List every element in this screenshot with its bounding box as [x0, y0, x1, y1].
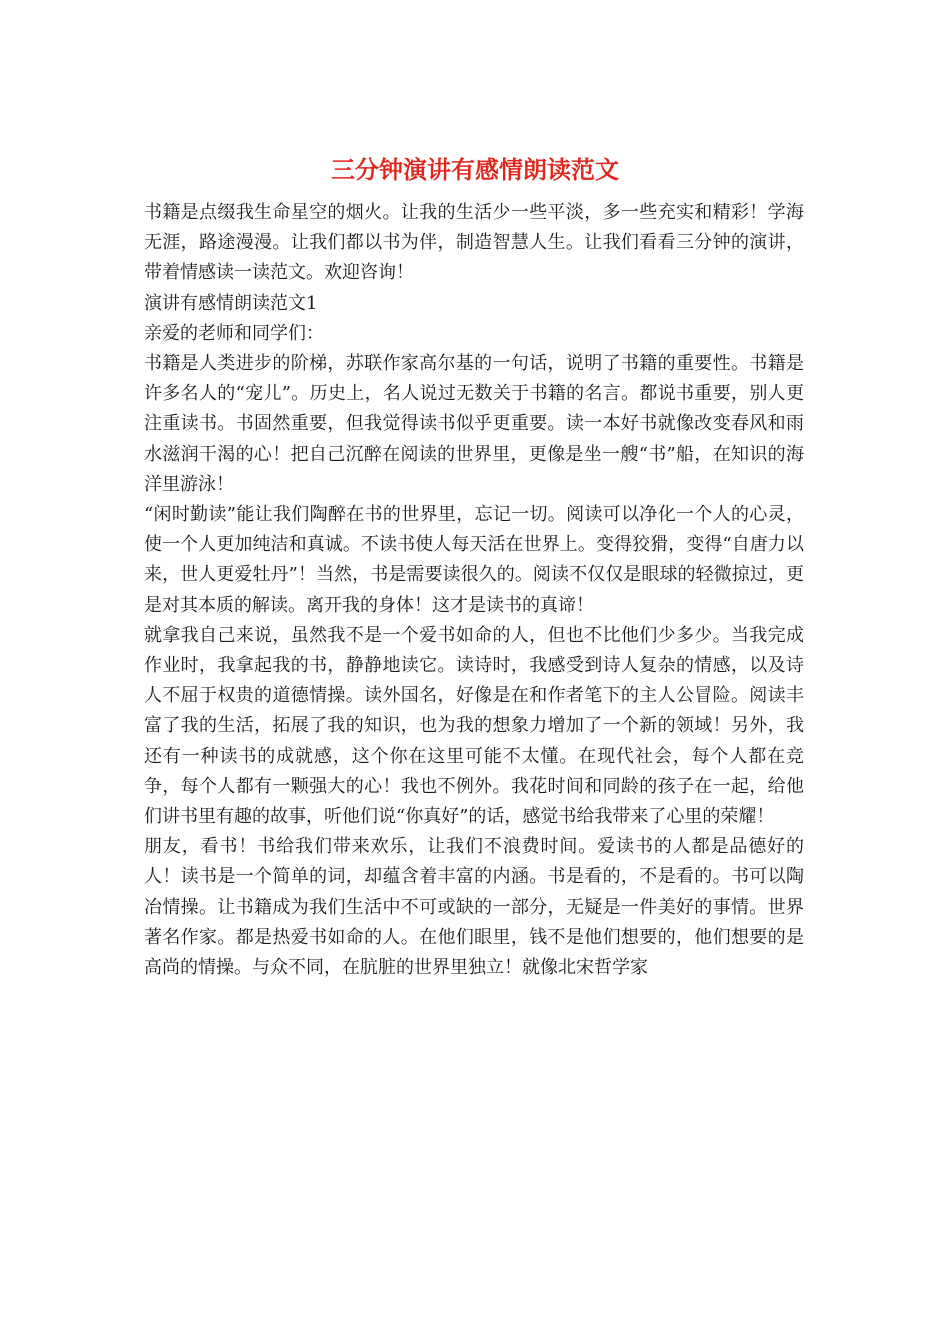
paragraph: 书籍是人类进步的阶梯，苏联作家高尔基的一句话，说明了书籍的重要性。书籍是许多名人的“宠儿”。历史上，名人说过无数关于书籍的名言。都说书重要，别人更注重读书。书固然重要，但我觉得读书似乎更重要。读一本好书就像改变春风和雨水滋润干渴的心！把自己沉醉在阅读的世界里，更像是坐一艘“书”船，在知识的海洋里游泳！ — [144, 353, 804, 495]
paragraph-intro: 书籍是点缀我生命星空的烟火。让我的生活少一些平淡，多一些充实和精彩！学海无涯，路途漫漫。让我们都以书为伴，制造智慧人生。让我们看看三分钟的演讲，带着情感读一读范文。欢迎咨询！ — [144, 202, 804, 284]
paragraph: 朋友，看书！书给我们带来欢乐，让我们不浪费时间。爱读书的人都是品德好的人！读书是一个简单的词，却蕴含着丰富的内涵。书是看的，不是看的。书可以陶冶情操。让书籍成为我们生活中不可或缺的一部分，无疑是一件美好的事情。世界著名作家。都是热爱书如命的人。在他们眼里，钱不是他们想要的，他们想要的是高尚的情操。与众不同，在肮脏的世界里独立！就像北宋哲学家 — [144, 836, 804, 979]
document-body — [144, 198, 804, 983]
document-title: 三分钟演讲有感情朗读范文 — [331, 155, 619, 184]
section-heading: 演讲有感情朗读范文1 — [144, 292, 318, 314]
paragraph: 就拿我自己来说，虽然我不是一个爱书如命的人，但也不比他们少多少。当我完成作业时，我拿起我的书，静静地读它。读诗时，我感受到诗人复杂的情感，以及诗人不屈于权贵的道德情操。读外国名，好像是在和作者笔下的主人公冒险。阅读丰富了我的生活，拓展了我的知识，也为我的想象力增加了一个新的领域！另外，我还有一种读书的成就感，这个你在这里可能不太懂。在现代社会，每个人都在竞争，每个人都有一颗强大的心！我也不例外。我花时间和同龄的孩子在一起，给他们讲书里有趣的故事，听他们说“你真好”的话，感觉书给我带来了心里的荣耀！ — [144, 624, 804, 828]
paragraph: “闲时勤读”能让我们陶醉在书的世界里，忘记一切。阅读可以净化一个人的心灵，使一个人更加纯洁和真诚。不读书使人每天活在世界上。变得狡猾，变得“自唐力以来，世人更爱牡丹”！当然，书是需要读很久的。阅读不仅仅是眼球的轻微掠过，更是对其本质的解读。离开我的身体！这才是读书的真谛！ — [144, 504, 804, 616]
salutation: 亲爱的老师和同学们： — [144, 322, 324, 344]
